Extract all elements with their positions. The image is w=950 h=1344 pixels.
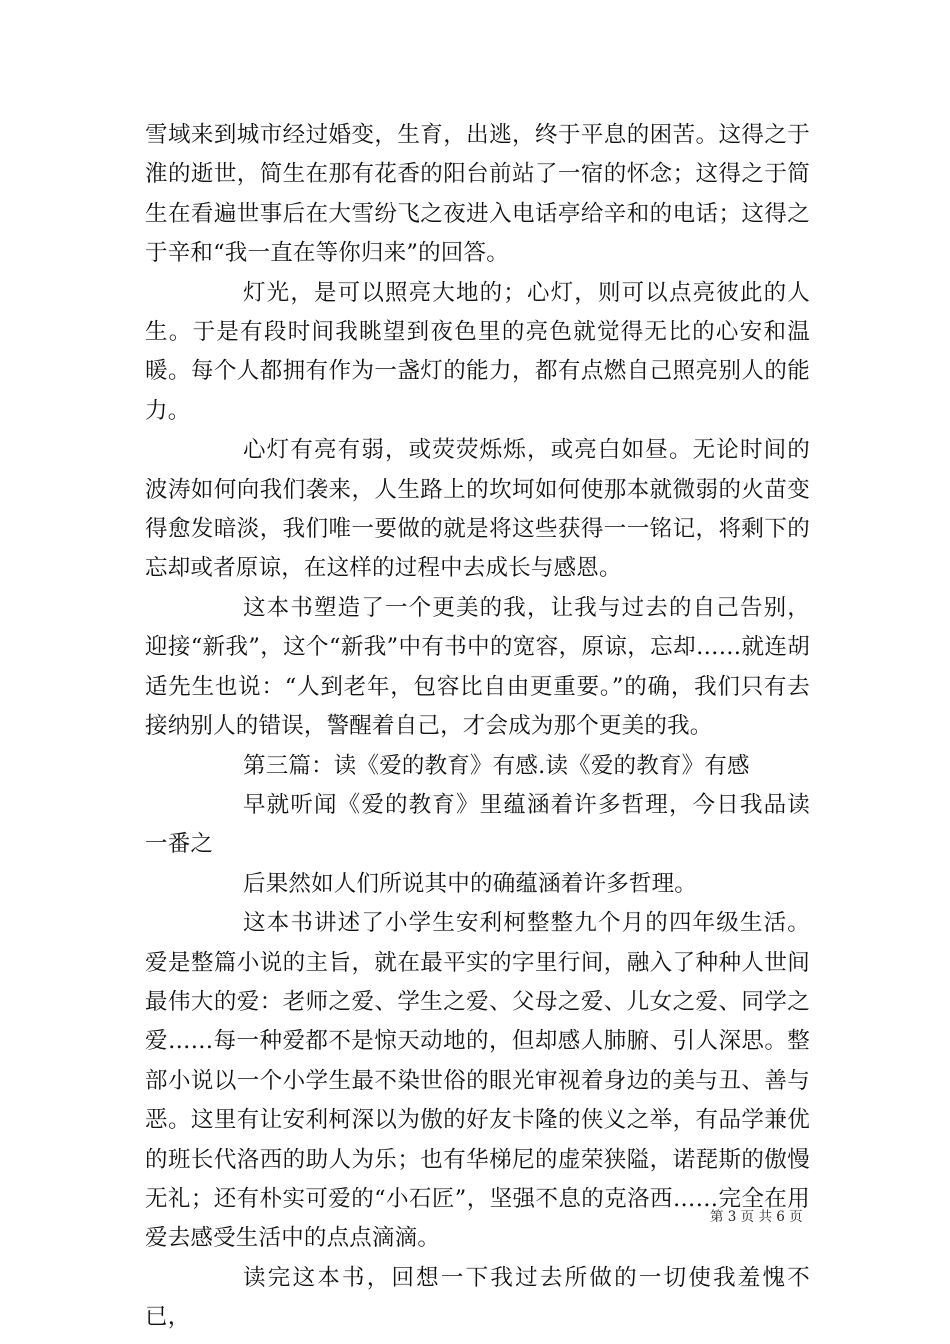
paragraph-continuation: 雪域来到城市经过婚变，生育，出逃，终于平息的困苦。这得之于淮的逝世，简生在那有花香的阳台前站了一宿的怀念；这得之于简生在看遍世事后在大雪纷飞之夜进入电话亭给辛和的电话；这得之于辛和“我一直在等你归来”的回答。 — [145, 122, 810, 267]
body-text — [145, 116, 810, 1338]
paragraph-reflection: 读完这本书，回想一下我过去所做的一切使我羞愧不已， — [145, 1264, 810, 1331]
paragraph-better-me: 这本书塑造了一个更美的我，让我与过去的自己告别，迎接“新我”，这个“新我”中有书中的宽容，原谅，忘却……就连胡适先生也说：“人到老年，包容比自由更重要。”的确，我们只有去接纳别人的错误，警醒着自己，才会成为那个更美的我。 — [145, 594, 810, 740]
paragraph-book-summary: 这本书讲述了小学生安利柯整整九个月的四年级生活。爱是整篇小说的主旨，就在最平实的字里行间，融入了种种人世间最伟大的爱：老师之爱、学生之爱、父母之爱、儿女之爱、同学之爱……每一种爱都不是惊天动地的，但却感人肺腑、引人深思。整部小说以一个小学生最不染世俗的眼光审视着身边的美与丑、善与恶。这里有让安利柯深以为傲的好友卡隆的侠义之举，有品学兼优的班长代洛西的助人为乐；也有华梯尼的虚荣狭隘，诺琵斯的傲慢无礼；还有朴实可爱的“小石匠”，坚强不息的克洛西……完全在用爱去感受生活中的点点滴滴。 — [145, 910, 810, 1252]
paragraph-heart-lamp: 灯光，是可以照亮大地的；心灯，则可以点亮彼此的人生。于是有段时间我眺望到夜色里的亮色就觉得无比的心安和温暖。每个人都拥有作为一盏灯的能力，都有点燃自己照亮别人的能力。 — [145, 279, 810, 424]
section-heading: 第三篇：读《爱的教育》有感.读《爱的教育》有感 — [243, 752, 750, 779]
paragraph-lamp-strength: 心灯有亮有弱，或荧荧烁烁，或亮白如昼。无论时间的波涛如何向我们袭来，人生路上的坎坷如何使那本就微弱的火苗变得愈发暗淡，我们唯一要做的就是将这些获得一一铭记，将剩下的忘却或者原谅，在这样的过程中去成长与感恩。 — [145, 437, 810, 582]
paragraph-intro: 早就听闻《爱的教育》里蕴涵着许多哲理，今日我品读一番之 — [145, 791, 810, 858]
paragraph-intro-continued: 后果然如人们所说其中的确蕴涵着许多哲理。 — [243, 870, 698, 897]
page-number: 第 3 页 共 6 页 — [710, 1209, 803, 1225]
